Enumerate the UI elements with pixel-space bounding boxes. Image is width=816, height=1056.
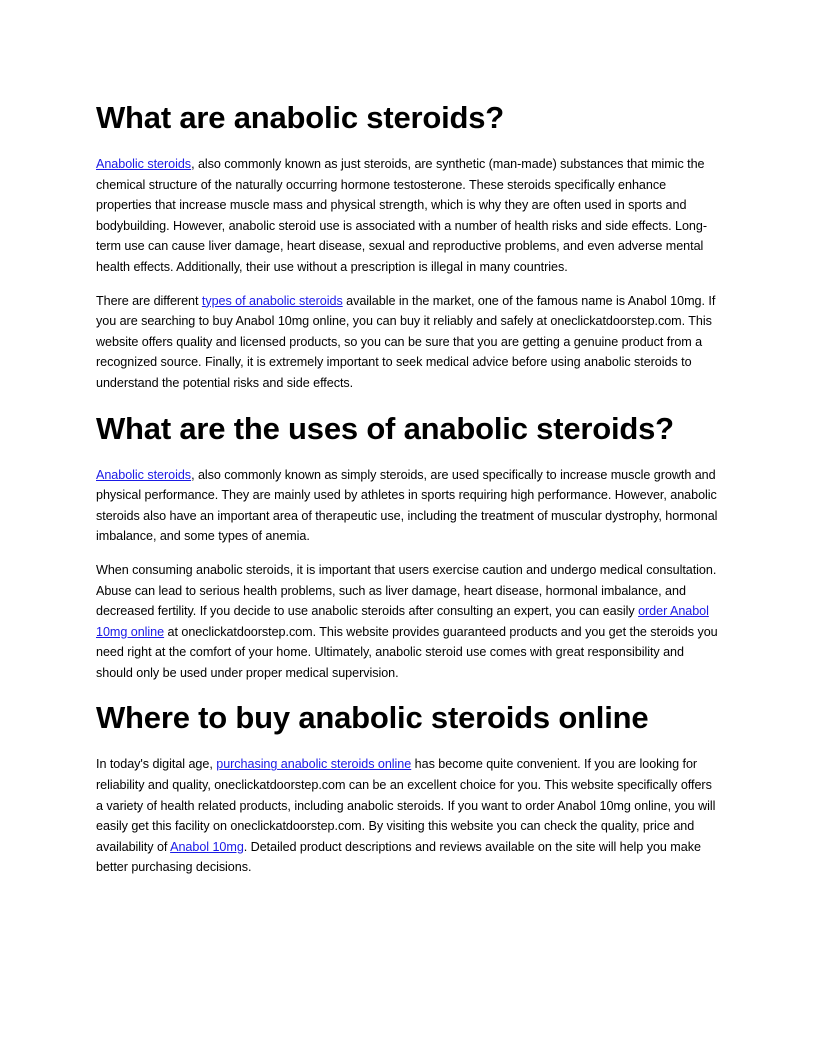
link-anabol-10mg[interactable]: Anabol 10mg: [170, 839, 244, 854]
paragraph-text: at oneclickatdoorstep.com. This website provides guaranteed products and you get the steroids you need right at the comfort of your home. Ultimately, anabolic steroid use comes with great responsibility and should only be used under proper medical supervision.: [96, 624, 718, 680]
paragraph-text: When consuming anabolic steroids, it is important that users exercise caution and undergo medical consultation. Abuse can lead to serious health problems, such as liver damage, heart disease, hormonal imbalance, and decreased fertility. If you decide to use anabolic steroids after consulting an expert, you can easily: [96, 562, 717, 619]
link-types-of-anabolic-steroids[interactable]: types of anabolic steroids: [201, 293, 343, 308]
paragraph-caution: [96, 560, 722, 684]
link-anabolic-steroids[interactable]: Anabolic steroids: [96, 157, 192, 171]
paragraph-where-to-buy: [96, 754, 722, 878]
heading-uses-of-anabolic-steroids: What are the uses of anabolic steroids?: [96, 410, 674, 446]
heading-what-are-anabolic-steroids: What are anabolic steroids?: [96, 100, 505, 135]
link-anabolic-steroids-2[interactable]: Anabolic steroids: [96, 467, 192, 482]
link-order-anabol-10mg-online[interactable]: order Anabol 10mg online: [96, 604, 709, 639]
paragraph-text: In today's digital age,: [96, 757, 217, 772]
link-purchasing-anabolic-steroids-online[interactable]: purchasing anabolic steroids online: [216, 757, 412, 772]
paragraph-intro: [96, 154, 722, 278]
paragraph-text: available in the market, one of the famous name is Anabol 10mg. If you are searching to buy Anabol 10mg online, you can buy it reliably and safely at oneclickatdoorstep.com. This website offers quality and licensed products, so you can be sure that you are getting a genuine product from a recognized source. Finally, it is extremely important to seek medical advice before using anabolic steroids to understand the potential risks and side effects.: [96, 293, 716, 390]
document-page: [96, 96, 722, 891]
paragraph-text: . Detailed product descriptions and reviews available on the site will help you make better purchasing decisions.: [96, 839, 701, 875]
paragraph-uses: [96, 465, 722, 547]
paragraph-text: , also commonly known as just steroids, are synthetic (man-made) substances that mimic the chemical structure of the naturally occurring hormone testosterone. These steroids specifically enhance properties that increase muscle mass and physical strength, which is why they are often used in sports and bodybuilding. However, anabolic steroid use is associated with a number of health risks and side effects. Long-term use can cause liver damage, heart disease, sexual and reproductive problems, and even adverse mental health effects. Additionally, their use without a prescription is illegal in many countries.: [96, 157, 707, 274]
paragraph-text: There are different: [96, 293, 202, 308]
paragraph-types: [96, 291, 722, 394]
paragraph-text: has become quite convenient. If you are looking for reliability and quality, oneclickatdoorstep.com can be an excellent choice for you. This website specifically offers a variety of health related products, including anabolic steroids. If you want to order Anabol 10mg online, you will easily get this facility on oneclickatdoorstep.com. By visiting this website you can check the quality, price and availability of: [96, 757, 716, 854]
heading-where-to-buy: Where to buy anabolic steroids online: [96, 700, 649, 736]
paragraph-text: , also commonly known as simply steroids, are used specifically to increase muscle growth and physical performance. They are mainly used by athletes in sports requiring high performance. However, anabolic steroids also have an important area of therapeutic use, including the treatment of muscular dystrophy, hormonal imbalance, and some types of anemia.: [96, 467, 718, 544]
